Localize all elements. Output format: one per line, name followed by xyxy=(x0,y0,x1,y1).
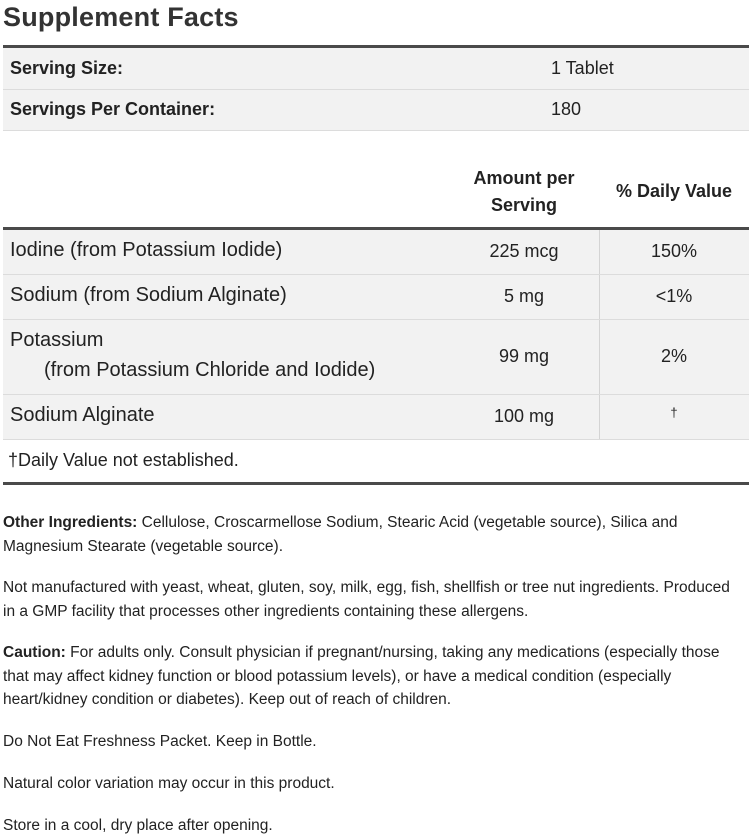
row-divider xyxy=(3,274,749,275)
caution-label: Caution: xyxy=(3,644,66,661)
serving-size-value: 1 Tablet xyxy=(551,58,614,78)
serving-bottom-rule xyxy=(3,130,749,131)
nutrient-dv-potassium: 2% xyxy=(660,346,687,366)
nutrient-dv-sodium: <1% xyxy=(655,286,693,306)
other-ingredients-text: Cellulose, Croscarmellose Sodium, Stearic Acid (vegetable source), Silica and Magnesium Stearate (vegetable source). xyxy=(3,514,678,555)
other-ingredients-label: Other Ingredients: xyxy=(3,514,138,531)
amount-header-line2: Serving xyxy=(490,195,558,215)
nutrient-dv-iodine: 150% xyxy=(650,241,698,261)
row-divider xyxy=(3,394,749,395)
amount-header-line1: Amount per xyxy=(473,168,575,188)
table-bottom-rule xyxy=(3,482,749,485)
nutrient-name-sodium-alginate: Sodium Alginate xyxy=(10,404,155,426)
serving-divider xyxy=(3,89,749,90)
caution-text: For adults only. Consult physician if pregnant/nursing, taking any medications (especially those that may affect kidney function or blood potassium levels), or have a medical condition (especially heart/kidney condition or diabetes). Keep out of reach of children. xyxy=(3,644,720,708)
note-freshness-packet: Do Not Eat Freshness Packet. Keep in Bottle. xyxy=(3,733,317,750)
footnote: †Daily Value not established. xyxy=(8,450,239,470)
note-storage: Store in a cool, dry place after opening. xyxy=(3,817,273,834)
nutrient-source-potassium: (from Potassium Chloride and Iodide) xyxy=(44,359,376,381)
servings-per-container-label: Servings Per Container: xyxy=(10,99,216,119)
daily-value-header: % Daily Value xyxy=(615,181,733,201)
nutrient-name-potassium: Potassium xyxy=(10,329,104,351)
other-ingredients xyxy=(3,511,743,558)
page-title: Supplement Facts xyxy=(3,2,239,32)
nutrient-name-iodine: Iodine (from Potassium Iodide) xyxy=(10,239,283,261)
nutrient-amount-sodium: 5 mg xyxy=(503,286,545,306)
row-divider xyxy=(3,439,749,440)
nutrient-amount-sodium-alginate: 100 mg xyxy=(493,406,555,426)
row-divider xyxy=(3,319,749,320)
caution xyxy=(3,641,743,712)
nutrient-amount-potassium: 99 mg xyxy=(498,346,550,366)
nutrient-amount-iodine: 225 mcg xyxy=(489,241,559,261)
nutrient-dv-sodium-alginate: † xyxy=(670,405,678,420)
allergen-statement: Not manufactured with yeast, wheat, gluten, soy, milk, egg, fish, shellfish or tree nut ingredients. Produced in a GMP facility that processes other ingredients containing these allergens. xyxy=(3,579,730,620)
serving-size-label: Serving Size: xyxy=(10,58,124,78)
servings-per-container-value: 180 xyxy=(551,99,582,119)
note-color-variation: Natural color variation may occur in this product. xyxy=(3,775,335,792)
nutrient-name-sodium: Sodium (from Sodium Alginate) xyxy=(10,284,287,306)
